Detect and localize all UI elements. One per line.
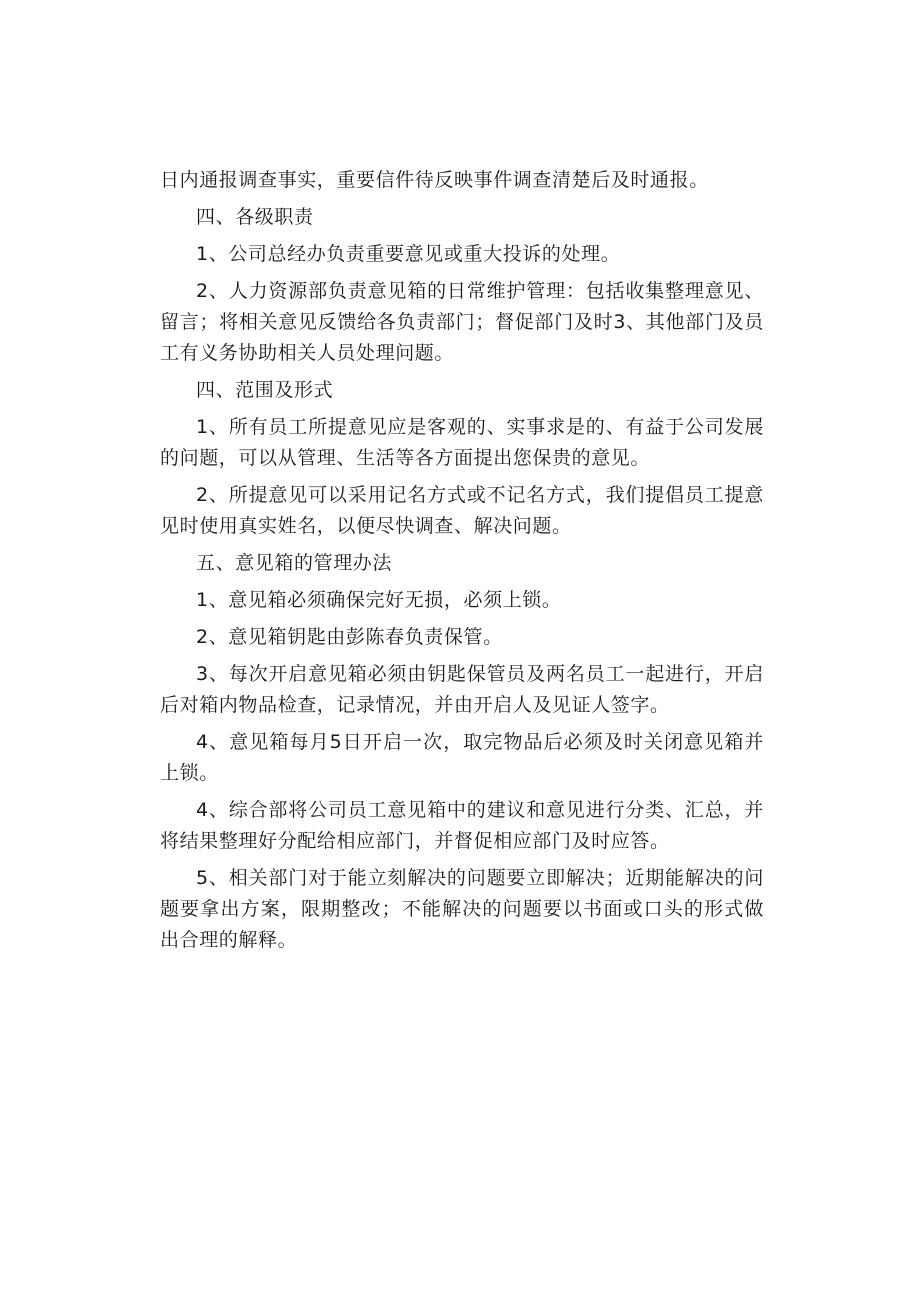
paragraph-management-4a: 4、意见箱每月5日开启一次，取完物品后必须及时关闭意见箱并上锁。 — [160, 731, 764, 784]
paragraph-duty-1: 1、公司总经办负责重要意见或重大投诉的处理。 — [196, 243, 621, 265]
paragraph-scope-1: 1、所有员工所提意见应是客观的、实事求是的、有益于公司发展的问题，可以从管理、生活等各方面提出您保贵的意见。 — [160, 416, 764, 469]
paragraph-management-1: 1、意见箱必须确保完好无损，必须上锁。 — [196, 589, 562, 611]
paragraph-scope-2: 2、所提意见可以采用记名方式或不记名方式，我们提倡员工提意见时使用真实姓名，以便尽快调查、解决问题。 — [160, 484, 764, 537]
paragraph-duty-2: 2、人力资源部负责意见箱的日常维护管理：包括收集整理意见、留言；将相关意见反馈给各负责部门；督促部门及时3、其他部门及员工有义务协助相关人员处理问题。 — [160, 280, 764, 364]
paragraph-continuation: 日内通报调查事实，重要信件待反映事件调查清楚后及时通报。 — [160, 169, 709, 191]
paragraph-management-5: 5、相关部门对于能立刻解决的问题要立即解决；近期能解决的问题要拿出方案，限期整改；不能解决的问题要以书面或口头的形式做出合理的解释。 — [160, 867, 764, 951]
section-heading-management: 五、意见箱的管理办法 — [196, 552, 393, 574]
paragraph-management-4b: 4、综合部将公司员工意见箱中的建议和意见进行分类、汇总，并将结果整理好分配给相应部门，并督促相应部门及时应答。 — [160, 799, 764, 852]
paragraph-management-2: 2、意见箱钥匙由彭陈春负责保管。 — [196, 626, 503, 648]
section-heading-scope: 四、范围及形式 — [196, 379, 334, 401]
section-heading-duties: 四、各级职责 — [196, 206, 314, 228]
paragraph-management-3: 3、每次开启意见箱必须由钥匙保管员及两名员工一起进行，开启后对箱内物品检查，记录情况，并由开启人及见证人签字。 — [160, 663, 764, 716]
document-body — [160, 165, 764, 962]
